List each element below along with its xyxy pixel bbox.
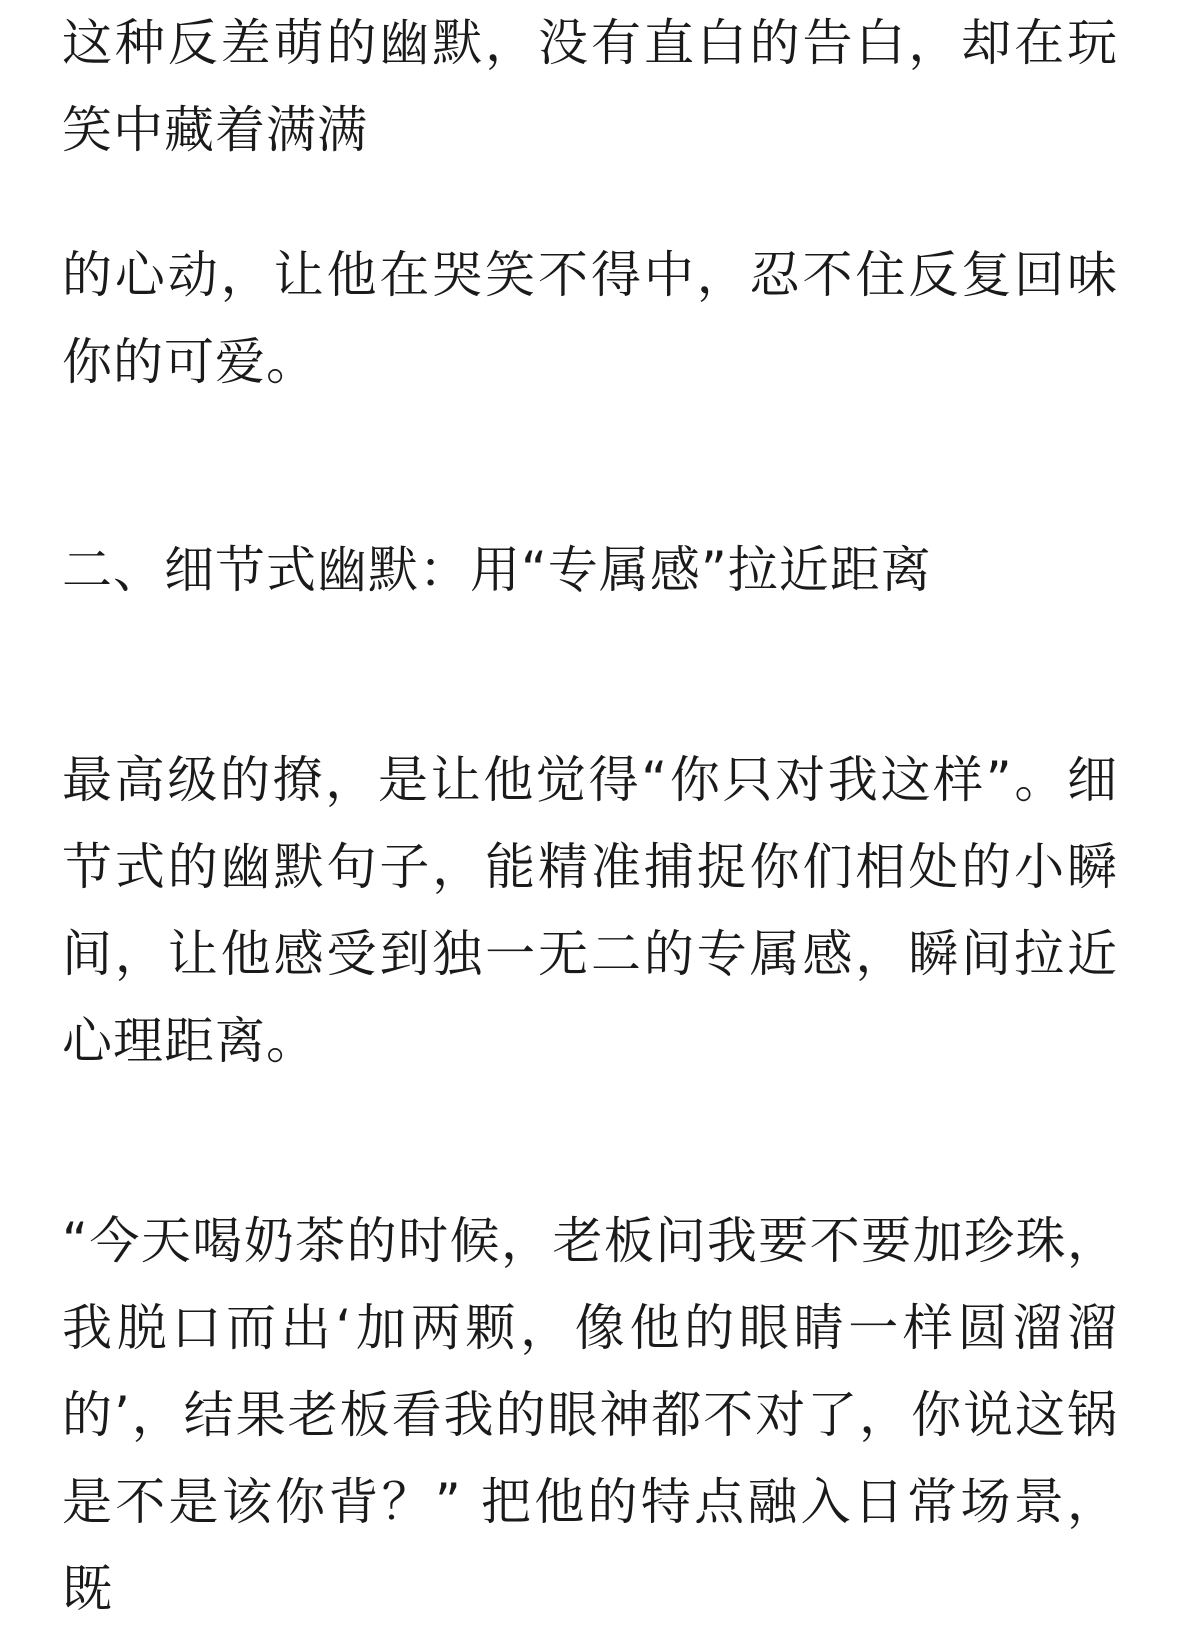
paragraph-text: 的心动，让他在哭笑不得中，忍不住反复回味你的可爱。	[62, 246, 1118, 391]
paragraph-text: 这种反差萌的幽默，没有直白的告白，却在玩笑中藏着满满	[62, 14, 1118, 159]
paragraph-text: “今天喝奶茶的时候，老板问我要不要加珍珠，我脱口而出‘加两颗，像他的眼睛一样圆溜溜的’，结果老板看我的眼神都不对了，你说这锅是不是该你背？” 把他的特点融入日常场景，既	[62, 1212, 1118, 1618]
section-heading: 二、细节式幽默：用“专属感”拉近距离	[62, 541, 932, 599]
paragraph-text: 最高级的撩，是让他觉得“你只对我这样”。细节式的幽默句子，能精准捕捉你们相处的小瞬间，让他感受到独一无二的专属感，瞬间拉近心理距离。	[62, 751, 1118, 1070]
